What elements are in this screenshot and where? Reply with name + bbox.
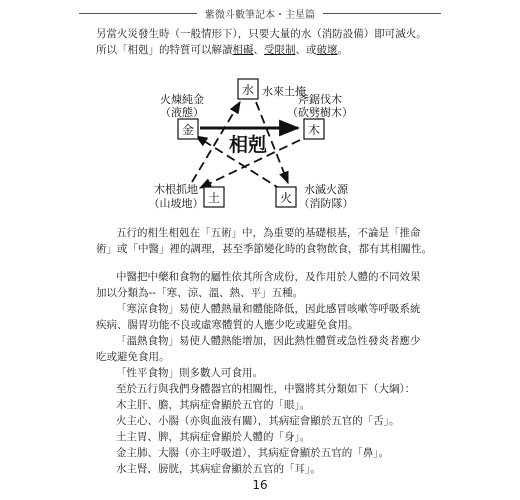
fire-caption: 水滅火源 [304,183,348,196]
node-water [238,79,306,99]
keyword-restrict: 受限制 [264,44,296,56]
organ-fire-line: 火主心、小腸（亦與血液有關），其病症會顯於五官的「舌」。 [116,415,400,427]
fire-glyph: 火 [279,191,293,205]
organ-earth-line: 土主胃、脾，其病症會顯於人體的「身」。 [116,431,311,443]
header-title: 紫微斗數筆記本・主星篇 [205,10,315,21]
paragraph-5-line-1: 「性平食物」則多數人可食用。 [116,367,263,379]
organ-metal-line: 金主肺、大腸（亦主呼吸道），其病症會顯於五官的「鼻」。 [116,447,389,459]
node-wood [287,92,353,139]
wood-caption: 斧鋸伐木 [298,93,342,106]
metal-caption-note: （液態） [160,106,204,119]
page-number: 16 [252,478,268,492]
intro-text: 、 [253,44,264,56]
keyword-obstruct: 相礙 [232,44,254,56]
earth-caption-note: （山坡地） [148,197,204,210]
node-earth [149,182,225,210]
intro-text: 。 [337,44,348,56]
paragraph-1-line-1: 五行的相生相剋在「五術」中，為重要的基礎根基，不論是「推命 [116,227,421,239]
paragraph-3-line-2: 疾病、腸胃功能不良或虛寒體質的人應少吃或避免食用。 [96,319,359,331]
node-fire [276,182,354,210]
water-glyph: 水 [241,83,255,97]
intro-text: 所以「相剋」的特質可以解讀 [96,44,233,56]
paragraph-4-line-1: 「溫熱食物」易使人體熱能增加，因此熱性體質或急性發炎者應少 [116,335,421,347]
intro-text: 、或 [295,44,317,56]
paragraph-1-line-2: 術」或「中醫」裡的調理，甚至季節變化時的食物飲食，都有其相關性。 [96,243,432,255]
fire-caption-note: （消防隊） [298,197,354,210]
water-caption: 水來土掩 [262,85,306,98]
paragraph-3-line-1: 「寒涼食物」易使人體熱量和體能降低，因此感冒咳嗽等呼吸系統 [116,303,421,315]
center-label: 相剋 [228,134,268,156]
wood-glyph: 木 [307,123,321,137]
earth-caption: 木根抓地 [154,183,198,196]
organ-water-line: 水主腎，膀胱，其病症會顯於五官的「耳」。 [116,463,321,475]
paragraph-4-line-2: 吃或避免食用。 [96,351,170,363]
earth-glyph: 土 [207,191,221,205]
organ-wood-line: 木主肝、膽，其病症會顯於五官的「眼」。 [116,399,311,411]
metal-caption: 火煉純金 [160,93,204,106]
paragraph-2-line-2: 加以分類為--「寒、涼、溫、熱、平」五種。 [96,287,304,299]
metal-glyph: 金 [181,123,195,137]
node-metal [160,92,204,139]
paragraph-6-line-1: 至於五行與我們身體器官的相關性，中醫將其分類如下（大綱）： [116,383,416,395]
paragraph-2-line-1: 中醫把中藥和食物的屬性依其所含成份，及作用於人體的不同效果 [116,271,421,283]
keyword-destroy: 破壞 [316,44,338,56]
intro-line-1: 另當火災發生時（一般情形下），只要大量的水（消防設備）即可滅火。 [96,28,427,40]
wood-caption-note: （砍劈樹木） [287,106,353,119]
